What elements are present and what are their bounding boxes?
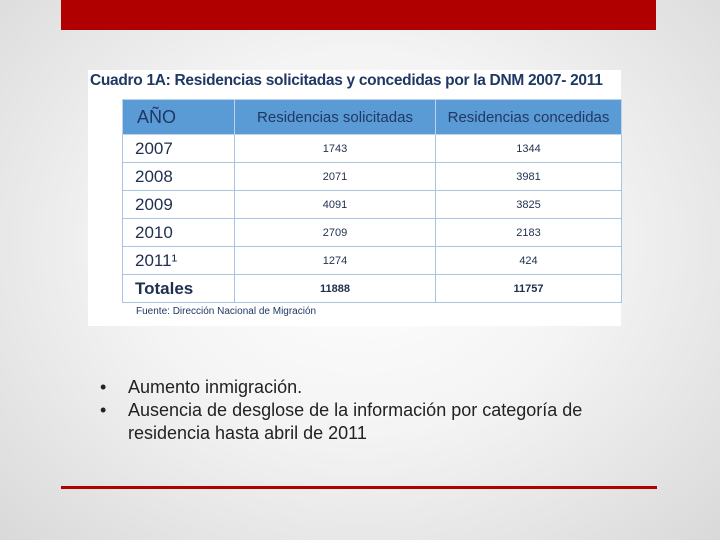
row-solicitadas: 11888: [235, 275, 436, 303]
bullet-item: [100, 399, 620, 445]
table-row: [123, 191, 622, 219]
table-row: [123, 163, 622, 191]
row-solicitadas: 1743: [235, 135, 436, 163]
row-year: 2009: [123, 191, 235, 219]
row-concedidas: 3981: [436, 163, 622, 191]
table-row: [123, 247, 622, 275]
table-figure: [88, 70, 621, 326]
table-row: [123, 135, 622, 163]
table-total-row: [123, 275, 622, 303]
row-year: 2008: [123, 163, 235, 191]
row-solicitadas: 1274: [235, 247, 436, 275]
bullet-item: [100, 376, 620, 399]
bullet-text: Aumento inmigración.: [128, 377, 303, 397]
bullet-list: [100, 376, 620, 445]
row-solicitadas: 2071: [235, 163, 436, 191]
bullet-text: Ausencia de desglose de la información por categoría de residencia hasta abril de 2011: [128, 400, 583, 443]
table-source: Fuente: Dirección Nacional de Migración: [136, 306, 317, 317]
row-concedidas: 424: [436, 247, 622, 275]
row-year: 2007: [123, 135, 235, 163]
row-year: Totales: [123, 275, 235, 303]
table-title: Cuadro 1A: Residencias solicitadas y concedidas por la DNM 2007- 2011: [90, 72, 603, 89]
header-solicitadas: Residencias solicitadas: [235, 100, 436, 135]
bottom-accent-line: [61, 486, 657, 489]
table-header-row: [123, 100, 622, 135]
row-year: 2011¹: [123, 247, 235, 275]
header-concedidas: Residencias concedidas: [436, 100, 622, 135]
table-row: [123, 219, 622, 247]
residencias-table: [122, 99, 622, 303]
row-concedidas: 1344: [436, 135, 622, 163]
header-year: AÑO: [123, 100, 235, 135]
row-concedidas: 3825: [436, 191, 622, 219]
bullet-dot: •: [100, 400, 107, 420]
bullet-dot: •: [100, 377, 107, 397]
top-accent-bar: [61, 0, 656, 30]
row-solicitadas: 4091: [235, 191, 436, 219]
row-concedidas: 2183: [436, 219, 622, 247]
row-year: 2010: [123, 219, 235, 247]
row-concedidas: 11757: [436, 275, 622, 303]
row-solicitadas: 2709: [235, 219, 436, 247]
